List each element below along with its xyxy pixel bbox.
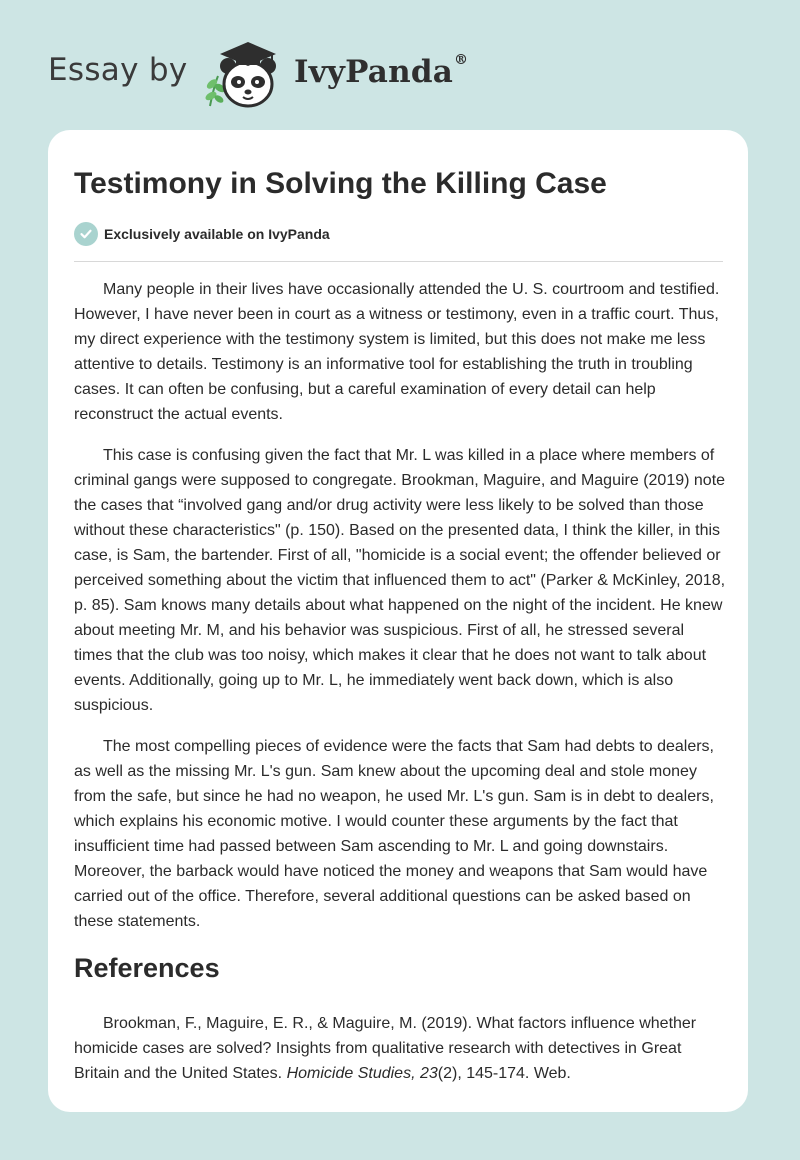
site-header: [0, 0, 800, 130]
exclusive-badge-label: Exclusively available on IvyPanda: [104, 226, 330, 242]
reference-journal: Homicide Studies, 23: [286, 1065, 438, 1082]
reference-details: (2), 145-174. Web.: [437, 1065, 571, 1082]
essay-by-label: Essay by: [48, 52, 188, 88]
essay-card: [48, 130, 748, 1112]
essay-body: [74, 277, 726, 950]
divider: [74, 261, 723, 262]
reference-citation: Brookman, F., Maguire, E. R., & Maguire, M. (2019). What factors influence whether homicide cases are solved? Insights from qualitative research with detectives in Great Britain and the United States.: [74, 1015, 697, 1082]
references-heading: References: [74, 953, 220, 983]
brand-name[interactable]: [294, 54, 468, 90]
exclusive-badge: [74, 222, 330, 246]
registered-mark: ®: [454, 52, 469, 68]
references-list: [74, 1011, 728, 1086]
brand-name-text: IvyPanda: [294, 54, 453, 90]
page-title: Testimony in Solving the Killing Case: [74, 167, 607, 200]
reference-item: [74, 1011, 728, 1086]
paragraph-2: This case is confusing given the fact that Mr. L was killed in a place where members of criminal gangs were supposed to congregate. Brookman, Maguire, and Maguire (2019) note the cases that “involved gang and/or drug activity were less likely to be solved than those without these characteristics" (p. 150). Based on the presented data, I think the killer, in this case, is Sam, the bartender. First of all, "homicide is a social event; the offender believed or perceived something about the victim that influenced them to act" (Parker & McKinley, 2018, p. 85). Sam knows many details about what happened on the night of the incident. He knew about meeting Mr. M, and his behavior was suspicious. First of all, he stressed several times that the club was too noisy, which makes it clear that he does not want to talk about events. Additionally, going up to Mr. L, he immediately went back down, which is also suspicious.: [74, 447, 726, 714]
paragraph-3: The most compelling pieces of evidence were the facts that Sam had debts to dealers, as well as the missing Mr. L's gun. Sam knew about the upcoming deal and stole money from the safe, but since he had no weapon, he used Mr. L's gun. Sam is in debt to dealers, which explains his economic motive. I would counter these arguments by the fact that insufficient time had passed between Sam ascending to Mr. L and going downstairs. Moreover, the barback would have noticed the money and weapons that Sam would have carried out of the office. Therefore, several additional questions can be asked based on these statements.: [74, 738, 714, 930]
panda-graduation-cap-icon[interactable]: [200, 36, 290, 112]
check-icon: [74, 222, 98, 246]
paragraph-1: Many people in their lives have occasionally attended the U. S. courtroom and testified. However, I have never been in court as a witness or testimony, even in a traffic court. Thus, my direct experience with the testimony system is limited, but this does not make me less attentive to details. Testimony is an informative tool for establishing the truth in troubling cases. It can often be confusing, but a careful examination of every detail can help reconstruct the actual events.: [74, 281, 720, 423]
